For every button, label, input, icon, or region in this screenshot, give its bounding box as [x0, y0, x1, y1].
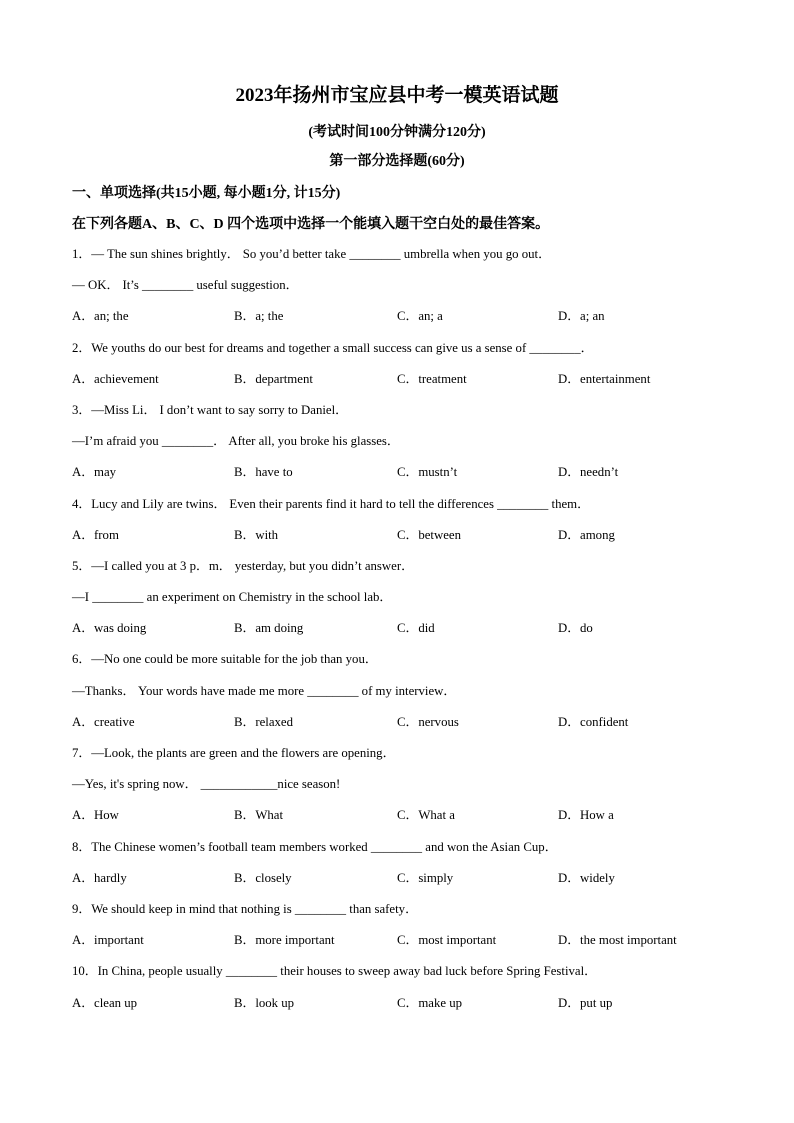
answer-option-c: C．mustn’t	[397, 465, 458, 480]
question-item	[72, 400, 732, 494]
question-stem: 6．—No one could be more suitable for the job than you．	[72, 652, 378, 667]
answer-options	[72, 993, 732, 1024]
answer-option-b: B．with	[234, 527, 279, 542]
answer-options	[72, 462, 732, 493]
question-stem: 4．Lucy and Lily are twins． Even their parents find it hard to tell the differences ________ them．	[72, 496, 590, 511]
question-dialogue-line: — OK． It’s ________ useful suggestion．	[72, 278, 299, 293]
answer-option-c: C．simply	[397, 870, 454, 885]
exam-title: 2023年扬州市宝应县中考一模英语试题	[235, 85, 559, 106]
section-title: 一、单项选择(共15小题, 每小题1分, 计15分)	[72, 186, 341, 201]
exam-subtitle: (考试时间100分钟满分120分)	[308, 125, 486, 140]
question-item	[72, 556, 732, 650]
answer-option-c: C．did	[397, 621, 435, 636]
question-stem: 9．We should keep in mind that nothing is ________ than safety．	[72, 901, 418, 916]
question-item	[72, 837, 732, 899]
question-stem: 8．The Chinese women’s football team members worked ________ and won the Asian Cup．	[72, 839, 558, 854]
answer-option-a: A．an; the	[72, 309, 129, 324]
answer-option-d: D．entertainment	[558, 371, 651, 386]
answer-option-d: D．do	[558, 621, 593, 636]
answer-option-c: C．an; a	[397, 309, 443, 324]
answer-option-a: A．from	[72, 527, 119, 542]
answer-option-b: B．am doing	[234, 621, 304, 636]
question-dialogue-line: —Yes, it's spring now． ____________nice season!	[72, 777, 341, 792]
answer-option-a: A．hardly	[72, 870, 127, 885]
question-stem: 10．In China, people usually ________ their houses to sweep away bad luck before Spring Festival．	[72, 964, 597, 979]
answer-option-d: D．the most important	[558, 933, 677, 948]
question-item	[72, 743, 732, 837]
question-dialogue-line: —I ________ an experiment on Chemistry in the school lab．	[72, 590, 393, 605]
answer-option-b: B．look up	[234, 995, 295, 1010]
question-stem: 5．—I called you at 3 p．m． yesterday, but you didn’t answer．	[72, 558, 414, 573]
answer-option-b: B．department	[234, 371, 313, 386]
answer-option-d: D．put up	[558, 995, 613, 1010]
answer-option-a: A．may	[72, 465, 117, 480]
answer-options	[72, 712, 732, 743]
question-stem: 3．—Miss Li． I don’t want to say sorry to Daniel．	[72, 402, 348, 417]
answer-options	[72, 525, 732, 556]
answer-option-a: A．clean up	[72, 995, 138, 1010]
question-item	[72, 899, 732, 961]
answer-option-c: C．What a	[397, 808, 455, 823]
answer-options	[72, 930, 732, 961]
answer-option-a: A．achievement	[72, 371, 159, 386]
answer-option-b: B．more important	[234, 933, 335, 948]
answer-option-b: B．have to	[234, 465, 293, 480]
part-title: 第一部分选择题(60分)	[329, 154, 465, 169]
answer-option-a: A．important	[72, 933, 144, 948]
question-stem: 7．—Look, the plants are green and the flowers are opening．	[72, 746, 396, 760]
answer-option-c: C．most important	[397, 933, 497, 948]
answer-option-d: D．widely	[558, 870, 615, 885]
answer-option-d: D．How a	[558, 808, 614, 823]
question-list	[72, 244, 732, 1024]
answer-option-d: D．a; an	[558, 309, 605, 324]
answer-option-b: B．closely	[234, 870, 292, 885]
answer-options	[72, 805, 732, 836]
answer-options	[72, 369, 732, 400]
answer-option-c: C．between	[397, 527, 461, 542]
answer-option-a: A．was doing	[72, 621, 147, 636]
answer-option-a: A．creative	[72, 714, 135, 729]
answer-option-d: D．among	[558, 527, 615, 542]
question-item	[72, 494, 732, 556]
answer-options	[72, 618, 732, 649]
question-item	[72, 338, 732, 400]
answer-option-d: D．needn’t	[558, 465, 619, 480]
answer-option-b: B．What	[234, 808, 284, 823]
answer-option-b: B．relaxed	[234, 714, 293, 729]
answer-option-b: B．a; the	[234, 309, 284, 324]
answer-option-c: C．make up	[397, 995, 463, 1010]
answer-option-a: A．How	[72, 808, 119, 823]
question-stem: 1．— The sun shines brightly． So you’d better take ________ umbrella when you go out．	[72, 247, 551, 261]
question-dialogue-line: —Thanks． Your words have made me more ________ of my interview．	[72, 683, 457, 698]
question-item	[72, 961, 732, 1023]
question-dialogue-line: —I’m afraid you ________． After all, you broke his glasses．	[72, 434, 400, 449]
instructions: 在下列各题A、B、C、D 四个选项中选择一个能填入题干空白处的最佳答案。	[72, 217, 550, 232]
question-item	[72, 244, 732, 338]
question-stem: 2．We youths do our best for dreams and together a small success can give us a sense of ________．	[72, 340, 594, 355]
answer-options	[72, 868, 732, 899]
answer-option-d: D．confident	[558, 714, 629, 729]
answer-option-c: C．treatment	[397, 371, 467, 386]
answer-options	[72, 306, 732, 337]
answer-option-c: C．nervous	[397, 714, 459, 729]
question-item	[72, 649, 732, 743]
